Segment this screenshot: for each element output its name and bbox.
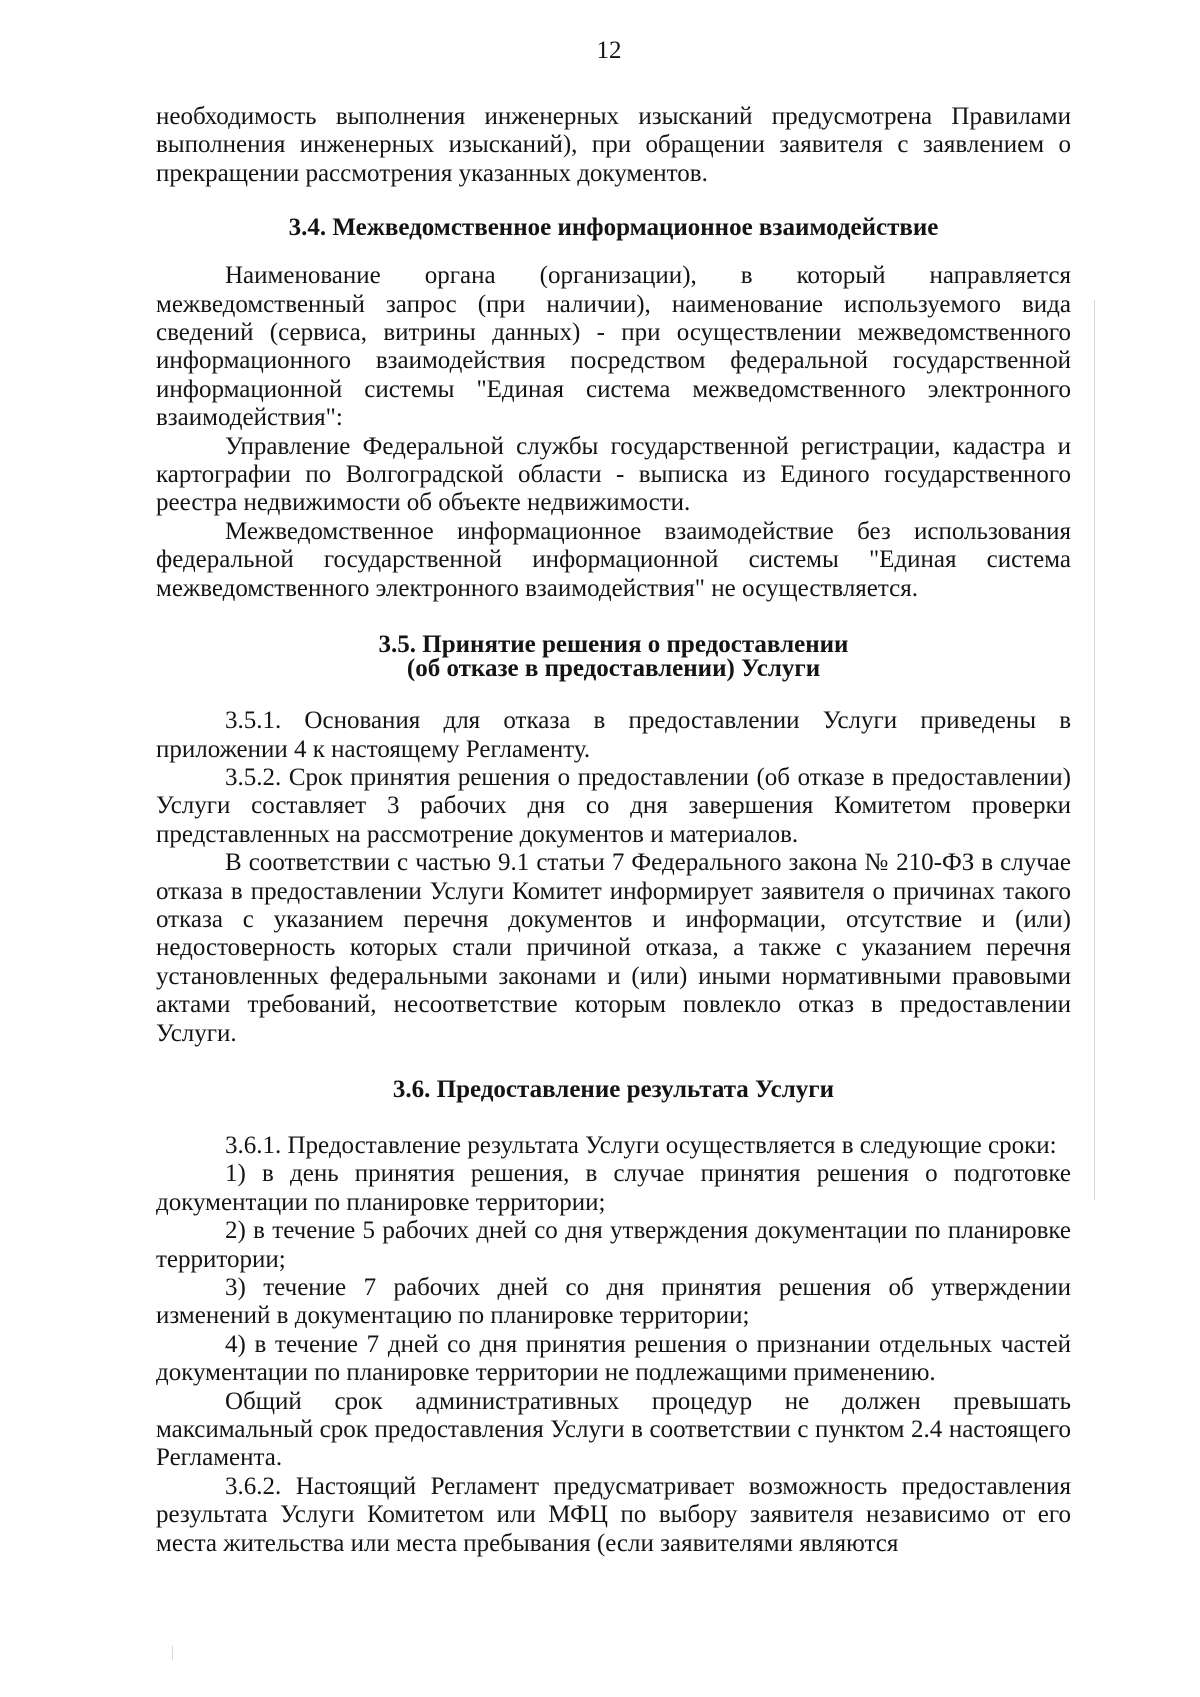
section-3-4-body bbox=[156, 262, 1071, 603]
section-3-5-heading-line1: 3.5. Принятие решения о предоставлении bbox=[378, 631, 849, 659]
list-item: 2) в течение 5 рабочих дней со дня утверждения документации по планировке территории; bbox=[156, 1217, 1071, 1273]
section-3-5-heading bbox=[156, 633, 1071, 681]
paragraph: Общий срок административных процедур не должен превышать максимальный срок предоставления Услуги в соответствии с пунктом 2.4 настоящего Регламента. bbox=[156, 1387, 1071, 1472]
section-3-6-heading: 3.6. Предоставление результата Услуги bbox=[392, 1075, 835, 1103]
list-item: 3) течение 7 рабочих дней со дня принятия решения об утверждении изменений в документацию по планировке территории; bbox=[156, 1274, 1071, 1330]
intro-paragraph: необходимость выполнения инженерных изысканий предусмотрена Правилами выполнения инженерных изысканий), при обращении заявителя с заявлением о прекращении рассмотрения указанных документов. bbox=[156, 103, 1071, 187]
scan-dot-mark bbox=[172, 1646, 173, 1660]
paragraph: В соответствии с частью 9.1 статьи 7 Федерального закона № 210-ФЗ в случае отказа в предоставлении Услуги Комитет информирует заявителя о причинах такого отказа с указанием перечня документов и информации, отсутствие и (или) недостоверность которых стали причиной отказа, а также с указанием перечня установленных федеральными законами и (или) иными нормативными правовыми актами требований, несоответствие которым повлекло отказ в предоставлении Услуги. bbox=[156, 849, 1071, 1047]
paragraph: 3.6.1. Предоставление результата Услуги осуществляется в следующие сроки: bbox=[225, 1131, 1057, 1159]
paragraph: Наименование органа (организации), в который направляется межведомственный запрос (при наличии), наименование используемого вида сведений (сервиса, витрины данных) - при осуществлении межведомственного информационного взаимодействия посредством федеральной государственной информационной системы "Единая система межведомственного электронного взаимодействия": bbox=[156, 262, 1071, 432]
paragraph: Управление Федеральной службы государственной регистрации, кадастра и картографии по Волгоградской области - выписка из Единого государственного реестра недвижимости об объекте недвижимости. bbox=[156, 432, 1071, 517]
paragraph: 3.5.2. Срок принятия решения о предоставлении (об отказе в предоставлении) Услуги составляет 3 рабочих дня со дня завершения Комитетом проверки представленных на рассмотрение документов и материалов. bbox=[156, 763, 1071, 848]
section-3-5-heading-line2: (об отказе в предоставлении) Услуги bbox=[406, 655, 821, 683]
section-3-6-body bbox=[156, 1132, 1071, 1558]
list-item: 4) в течение 7 дней со дня принятия решения о признании отдельных частей документации по планировке территории не подлежащими применению. bbox=[156, 1330, 1071, 1387]
section-3-5-body bbox=[156, 707, 1071, 1048]
document-body bbox=[156, 103, 1071, 1558]
paragraph: Межведомственное информационное взаимодействие без использования федеральной государственной информационной системы "Единая система межведомственного электронного взаимодействия" не осуществляется. bbox=[156, 517, 1071, 602]
page-number: 12 bbox=[596, 37, 622, 64]
paragraph: 3.5.1. Основания для отказа в предоставлении Услуги приведены в приложении 4 к настоящему Регламенту. bbox=[156, 707, 1071, 763]
list-item: 1) в день принятия решения, в случае принятия решения о подготовке документации по планировке территории; bbox=[156, 1160, 1071, 1216]
paragraph: 3.6.2. Настоящий Регламент предусматривает возможность предоставления результата Услуги Комитетом или МФЦ по выбору заявителя независимо от его места жительства или места пребывания (если заявителями являются bbox=[156, 1472, 1071, 1557]
scan-edge-mark bbox=[1094, 300, 1095, 1200]
section-3-4-heading: 3.4. Межведомственное информационное взаимодействие bbox=[288, 214, 939, 242]
